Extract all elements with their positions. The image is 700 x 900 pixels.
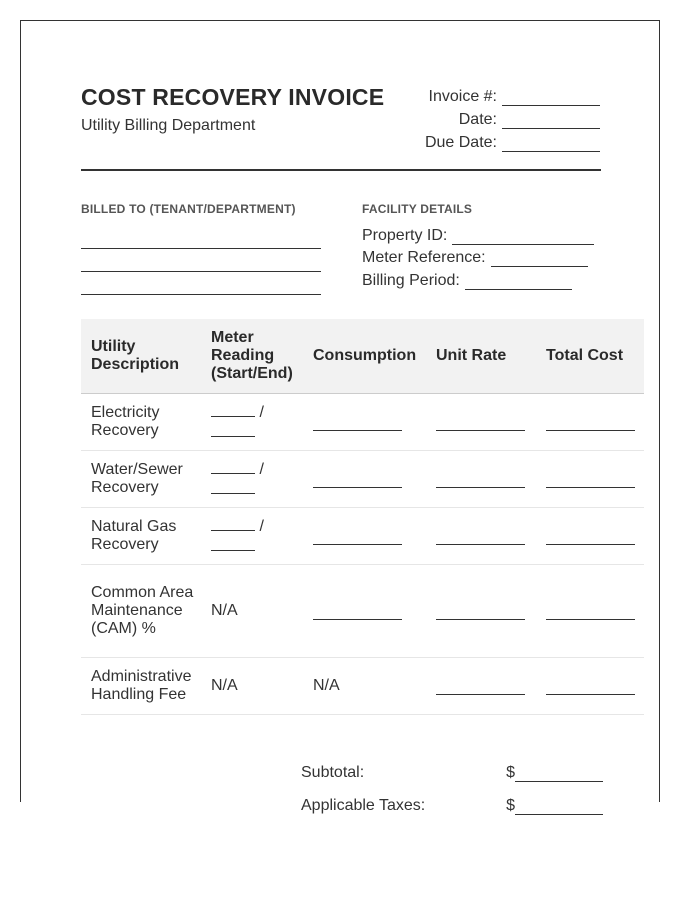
unit-rate-field[interactable]	[436, 473, 525, 488]
meter-end-field[interactable]	[211, 536, 255, 551]
utility-table	[81, 319, 644, 715]
header-utility-description: Utility Description	[81, 319, 201, 394]
row-consumption	[303, 565, 426, 658]
meter-start-field[interactable]	[211, 459, 255, 474]
subtotal-value	[506, 764, 603, 782]
consumption-field[interactable]	[313, 605, 402, 620]
meter-end-field[interactable]	[211, 479, 255, 494]
row-meter-reading	[201, 508, 303, 565]
row-total-cost	[536, 451, 644, 508]
billed-to-lines	[81, 227, 321, 296]
unit-rate-field[interactable]	[436, 530, 525, 545]
row-description: Common Area Maintenance (CAM) %	[81, 565, 201, 658]
total-cost-field[interactable]	[546, 473, 635, 488]
meter-start-field[interactable]	[211, 402, 255, 417]
table-row	[81, 394, 644, 451]
due-date-field[interactable]	[502, 136, 600, 152]
table-row	[81, 658, 644, 715]
date-label: Date:	[458, 111, 497, 128]
table-header-row	[81, 319, 644, 394]
unit-rate-field[interactable]	[436, 605, 525, 620]
row-description: Administrative Handling Fee	[81, 658, 201, 715]
row-consumption: N/A	[303, 658, 426, 715]
row-unit-rate	[426, 565, 536, 658]
table-row	[81, 565, 644, 658]
facility-details	[362, 222, 594, 290]
subtotal-field[interactable]	[515, 766, 603, 782]
total-cost-field[interactable]	[546, 530, 635, 545]
consumption-field[interactable]	[313, 530, 402, 545]
row-description: Electricity Recovery	[81, 394, 201, 451]
table-row	[81, 451, 644, 508]
taxes-row	[301, 782, 603, 815]
meter-reference-field[interactable]	[491, 251, 588, 267]
row-unit-rate	[426, 451, 536, 508]
date-row	[370, 106, 600, 129]
meter-separator: /	[259, 461, 264, 478]
consumption-field[interactable]	[313, 416, 402, 431]
invoice-subtitle: Utility Billing Department	[81, 117, 256, 134]
totals-section	[301, 749, 603, 815]
billed-to-line-1[interactable]	[81, 227, 321, 249]
taxes-label: Applicable Taxes:	[301, 797, 426, 814]
row-consumption	[303, 508, 426, 565]
header-consumption: Consumption	[303, 319, 426, 394]
row-unit-rate	[426, 394, 536, 451]
header-divider	[81, 169, 601, 171]
invoice-meta	[370, 83, 600, 152]
property-id-label: Property ID:	[362, 226, 448, 244]
total-cost-field[interactable]	[546, 416, 635, 431]
due-date-row	[370, 129, 600, 152]
row-total-cost	[536, 658, 644, 715]
meter-start-field[interactable]	[211, 516, 255, 531]
consumption-field[interactable]	[313, 473, 402, 488]
taxes-field[interactable]	[515, 799, 603, 815]
facility-details-label: FACILITY DETAILS	[362, 202, 473, 216]
row-description: Natural Gas Recovery	[81, 508, 201, 565]
row-meter-reading: N/A	[201, 565, 303, 658]
header-unit-rate: Unit Rate	[426, 319, 536, 394]
invoice-number-field[interactable]	[502, 90, 600, 106]
billed-to-label: BILLED TO (TENANT/DEPARTMENT)	[81, 202, 296, 216]
property-id-field[interactable]	[452, 229, 594, 245]
invoice-title: COST RECOVERY INVOICE	[81, 84, 385, 110]
total-cost-field[interactable]	[546, 605, 635, 620]
unit-rate-field[interactable]	[436, 680, 525, 695]
billing-period-row	[362, 267, 594, 290]
row-total-cost	[536, 508, 644, 565]
meter-separator: /	[259, 518, 264, 535]
subtotal-currency: $	[506, 764, 515, 781]
meter-end-field[interactable]	[211, 422, 255, 437]
date-field[interactable]	[502, 113, 600, 129]
meter-reference-label: Meter Reference:	[362, 249, 486, 266]
taxes-currency: $	[506, 797, 515, 814]
row-consumption	[303, 451, 426, 508]
property-id-row	[362, 222, 594, 245]
billed-to-line-3[interactable]	[81, 273, 321, 295]
subtotal-label: Subtotal:	[301, 764, 365, 781]
table-row	[81, 508, 644, 565]
due-date-label: Due Date:	[424, 134, 497, 151]
billing-period-field[interactable]	[465, 274, 572, 290]
billed-to-line-2[interactable]	[81, 250, 321, 272]
header-meter-reading: Meter Reading (Start/End)	[201, 319, 303, 394]
invoice-number-row	[370, 83, 600, 106]
meter-separator: /	[259, 404, 264, 421]
total-cost-field[interactable]	[546, 680, 635, 695]
row-meter-reading	[201, 451, 303, 508]
row-description: Water/Sewer Recovery	[81, 451, 201, 508]
row-unit-rate	[426, 658, 536, 715]
row-total-cost	[536, 565, 644, 658]
subtotal-row	[301, 749, 603, 782]
billing-period-label: Billing Period:	[362, 271, 460, 289]
header-total-cost: Total Cost	[536, 319, 644, 394]
unit-rate-field[interactable]	[436, 416, 525, 431]
row-consumption	[303, 394, 426, 451]
taxes-value	[506, 797, 603, 815]
row-meter-reading	[201, 394, 303, 451]
row-total-cost	[536, 394, 644, 451]
meter-reference-row	[362, 245, 594, 268]
row-meter-reading: N/A	[201, 658, 303, 715]
row-unit-rate	[426, 508, 536, 565]
invoice-number-label: Invoice #:	[428, 88, 497, 105]
invoice-page	[20, 20, 660, 814]
